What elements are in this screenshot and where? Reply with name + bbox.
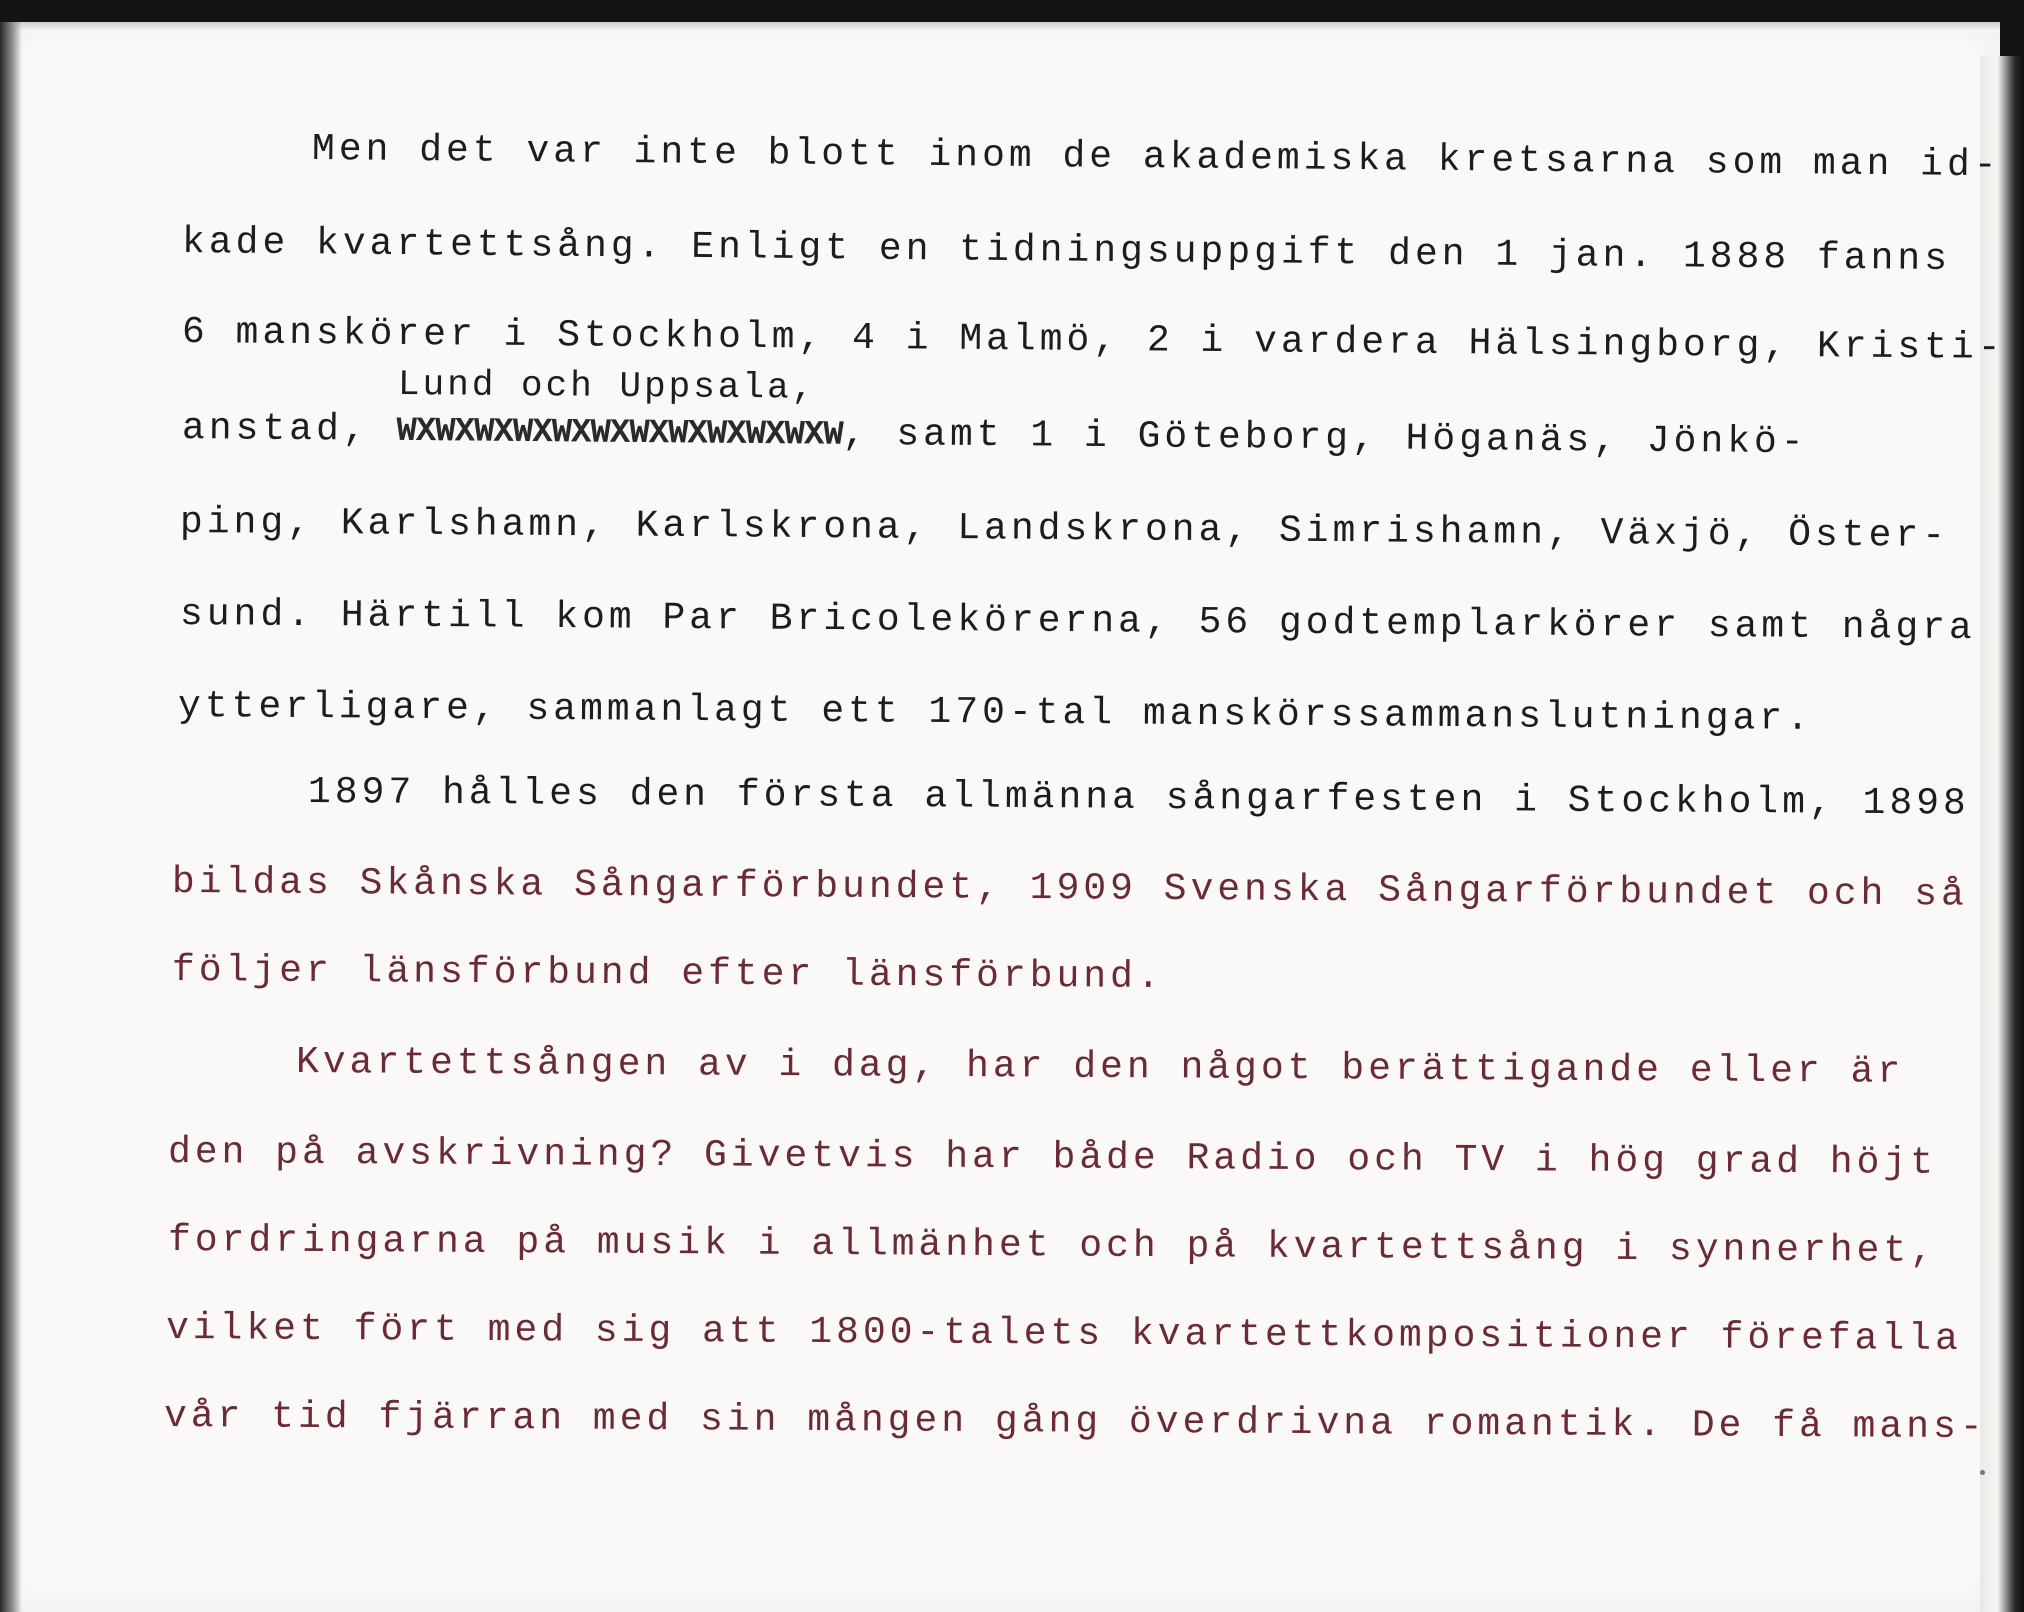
text-line-5: ping, Karlshamn, Karlskrona, Landskrona, Simrishamn, Växjö, Öster- bbox=[179, 501, 1950, 558]
text-line-6: sund. Härtill kom Par Bricolekörerna, 56 godtemplarkörer samt några bbox=[179, 593, 1976, 651]
text-line-10: följer länsförbund efter länsförbund. bbox=[171, 949, 1164, 999]
inserted-correction: Lund och Uppsala, bbox=[397, 364, 817, 409]
text-line-1: Men det var inte blott inom de akademiska kretsarna som man id- bbox=[311, 128, 2001, 188]
text-line-12: den på avskrivning? Givetvis har både Radio och TV i hög grad höjt bbox=[167, 1131, 1938, 1185]
page-left-shadow bbox=[0, 22, 22, 1612]
text-line-15: vår tid fjärran med sin mången gång överdrivna romantik. De få mans- bbox=[163, 1395, 1987, 1450]
text-line-3: 6 manskörer i Stockholm, 4 i Malmö, 2 i vardera Hälsingborg, Kristi- bbox=[181, 311, 2005, 370]
paper-speck bbox=[1980, 1470, 1985, 1475]
page-right-edge bbox=[1980, 56, 2024, 1612]
text-line-9: bildas Skånska Sångarförbundet, 1909 Svenska Sångarförbundet och så bbox=[171, 861, 1968, 917]
text-line-14: vilket fört med sig att 1800-talets kvartettkompositioner förefalla bbox=[165, 1307, 1962, 1361]
text-line-2: kade kvartettsång. Enligt en tidningsuppgift den 1 jan. 1888 fanns bbox=[181, 221, 1952, 281]
text-line-7: ytterligare, sammanlagt ett 170-tal manskörssammanslutningar. bbox=[177, 685, 1814, 741]
struck-out-text: WXWXWXWXWXWXWXWXWXWXWXW bbox=[396, 412, 843, 455]
line-4-end: , samt 1 i Göteborg, Höganäs, Jönkö- bbox=[842, 412, 1808, 465]
text-line-11: Kvartettsången av i dag, har den något berättigande eller är bbox=[295, 1041, 1905, 1094]
text-line-13: fordringarna på musik i allmänhet och på kvartettsång i synnerhet, bbox=[167, 1219, 1938, 1273]
text-line-8: 1897 hålles den första allmänna sångarfesten i Stockholm, 1898 bbox=[307, 771, 1970, 826]
line-4-start: anstad, bbox=[181, 407, 370, 452]
paper-top-edge bbox=[0, 22, 2000, 32]
